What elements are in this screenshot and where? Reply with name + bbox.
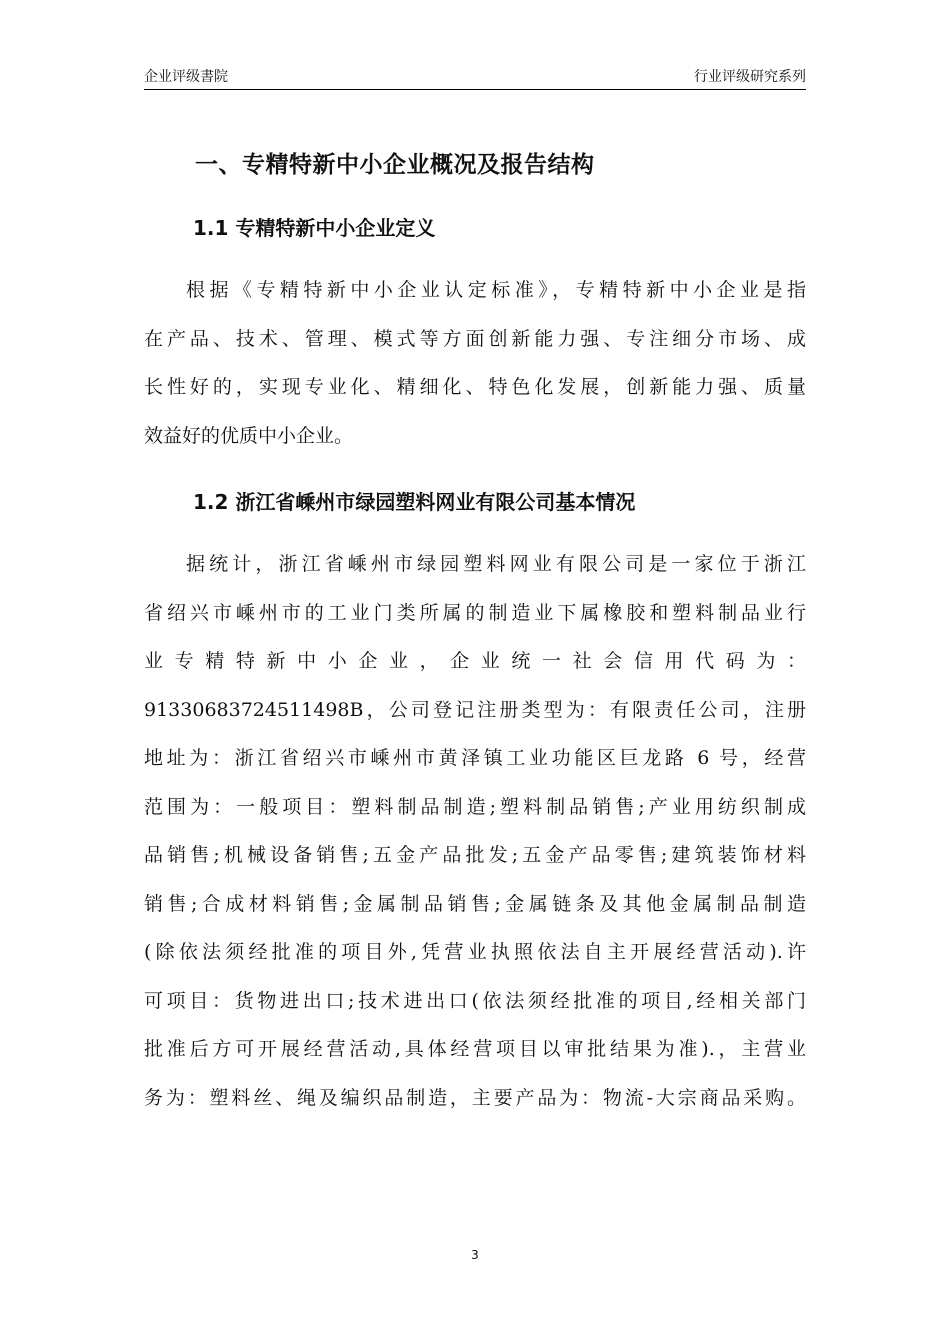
page-header xyxy=(144,66,806,88)
header-right-text: 行业评级研究系列 xyxy=(694,69,806,85)
page-number: 3 xyxy=(471,1248,479,1262)
paragraph-line: 品销售;机械设备销售;五金产品批发;五金产品零售;建筑装饰材料 xyxy=(144,844,806,866)
paragraph-line: 可项目：货物进出口;技术进出口(依法须经批准的项目,经相关部门 xyxy=(144,989,806,1012)
header-left-text: 企业评级書院 xyxy=(144,69,228,85)
section-1-2-paragraph xyxy=(144,540,806,1122)
paragraph-line: 省绍兴市嵊州市的工业门类所属的制造业下属橡胶和塑料制品业行 xyxy=(144,601,806,624)
paragraph-line: 效益好的优质中小企业。 xyxy=(144,424,354,447)
paragraph-line: (除依法须经批准的项目外,凭营业执照依法自主开展经营活动).许 xyxy=(144,941,806,963)
section-1-1-title: 1.1 专精特新中小企业定义 xyxy=(193,216,436,240)
paragraph-line: 批准后方可开展经营活动,具体经营项目以审批结果为准).，主营业 xyxy=(144,1038,806,1060)
paragraph-line: 范围为：一般项目：塑料制品制造;塑料制品销售;产业用纺织制成 xyxy=(144,795,806,818)
section-1-1-paragraph xyxy=(144,266,806,460)
header-divider xyxy=(144,89,806,90)
paragraph-line: 长性好的，实现专业化、精细化、特色化发展，创新能力强、质量 xyxy=(144,376,806,398)
paragraph-line: 在产品、技术、管理、模式等方面创新能力强、专注细分市场、成 xyxy=(144,327,806,350)
paragraph-line: 地址为：浙江省绍兴市嵊州市黄泽镇工业功能区巨龙路 6 号，经营 xyxy=(144,747,806,769)
paragraph-line: 根据《专精特新中小企业认定标准》，专精特新中小企业是指 xyxy=(186,279,806,301)
paragraph-line: 务为：塑料丝、绳及编织品制造，主要产品为：物流-大宗商品采购。 xyxy=(144,1086,806,1109)
section-1-title: 一、专精特新中小企业概况及报告结构 xyxy=(195,152,595,178)
paragraph-line: 91330683724511498B，公司登记注册类型为：有限责任公司，注册 xyxy=(144,698,806,721)
paragraph-line: 业专精特新中小企业，企业统一社会信用代码为： xyxy=(144,650,806,672)
section-1-2-title: 1.2 浙江省嵊州市绿园塑料网业有限公司基本情况 xyxy=(193,490,636,514)
paragraph-line: 销售;合成材料销售;金属制品销售;金属链条及其他金属制品制造 xyxy=(144,892,806,915)
paragraph-line: 据统计，浙江省嵊州市绿园塑料网业有限公司是一家位于浙江 xyxy=(186,553,806,575)
